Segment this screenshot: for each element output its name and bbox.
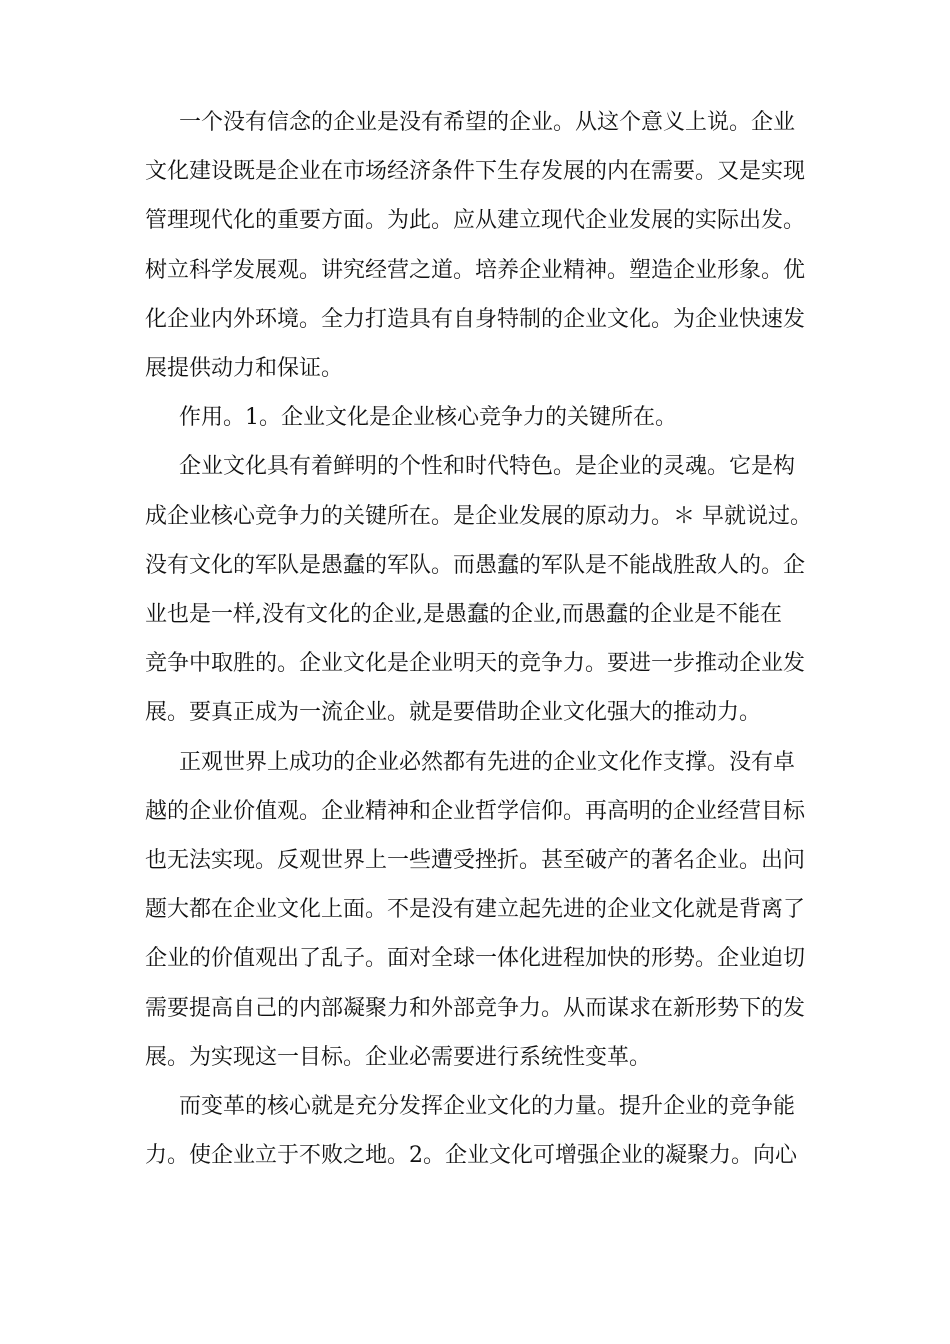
text-line: 管理现代化的重要方面。为此。应从建立现代企业发展的实际出发。 [145,208,806,234]
text-line: 也无法实现。反观世界上一些遭受挫折。甚至破产的著名企业。出问 [145,848,806,874]
paragraph-1 [145,98,817,393]
text-line: 需要提高自己的内部凝聚力和外部竞争力。从而谋求在新形势下的发 [145,995,806,1021]
text-line: 化企业内外环境。全力打造具有自身特制的企业文化。为企业快速发 [145,306,806,332]
text-line: 成企业核心竞争力的关键所在。是企业发展的原动力。＊ 早就说过。 [145,503,812,529]
paragraph-3 [145,442,817,737]
text-line: 没有文化的军队是愚蠢的军队。而愚蠢的军队是不能战胜敌人的。企 [145,552,806,578]
text-line: 力。使企业立于不败之地。2。企业文化可增强企业的凝聚力。向心 [145,1143,797,1169]
text-line: 企业的价值观出了乱子。面对全球一体化进程加快的形势。企业迫切 [145,946,806,972]
text-line: 越的企业价值观。企业精神和企业哲学信仰。再高明的企业经营目标 [145,798,806,824]
text-line: 一个没有信念的企业是没有希望的企业。从这个意义上说。企业 [179,110,796,135]
text-line: 正观世界上成功的企业必然都有先进的企业文化作支撑。没有卓 [179,749,796,775]
text-line: 展。为实现这一目标。企业必需要进行系统性变革。 [145,1044,652,1070]
document-page [145,98,817,1180]
text-line: 业也是一样,没有文化的企业,是愚蠢的企业,而愚蠢的企业是不能在 [145,602,782,628]
text-line: 题大都在企业文化上面。不是没有建立起先进的企业文化就是背离了 [145,897,806,923]
text-line: 作用。1。企业文化是企业核心竞争力的关键所在。 [179,405,677,431]
paragraph-5 [145,1082,817,1180]
text-line: 展提供动力和保证。 [145,356,344,382]
text-line: 企业文化具有着鲜明的个性和时代特色。是企业的灵魂。它是构 [179,454,796,480]
text-line: 文化建设既是企业在市场经济条件下生存发展的内在需要。又是实现 [145,159,806,185]
text-line: 展。要真正成为一流企业。就是要借助企业文化强大的推动力。 [145,700,762,726]
text-line: 树立科学发展观。讲究经营之道。培养企业精神。塑造企业形象。优 [145,257,806,283]
paragraph-2 [145,393,817,442]
paragraph-4 [145,738,817,1082]
text-line: 而变革的核心就是充分发挥企业文化的力量。提升企业的竞争能 [179,1094,796,1120]
text-line: 竞争中取胜的。企业文化是企业明天的竞争力。要进一步推动企业发 [145,651,806,677]
